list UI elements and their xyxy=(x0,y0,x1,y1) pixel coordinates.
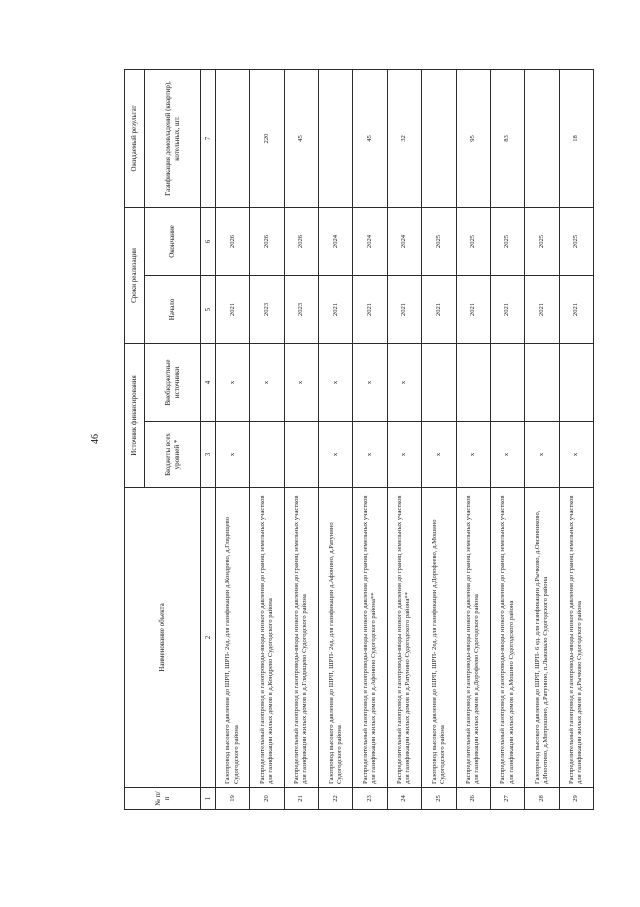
table-row xyxy=(490,69,524,809)
expected-result: 32 xyxy=(387,69,421,207)
end-year: 2025 xyxy=(525,207,559,275)
object-name: Газопровод высокого давления до ШРП, ШРП- 2ед. для газификации д.Афонино, д.Ратунино Судогодского района xyxy=(319,488,353,788)
start-year: 2021 xyxy=(216,275,250,343)
table-row xyxy=(559,69,593,809)
object-name: Газопровод высокого давления до ШРП, ШРП- 2ед. для газификации д.Дорофеево, д.Мошино Судогодского района xyxy=(422,488,456,788)
extrabudget-mark: x xyxy=(319,343,353,421)
expected-result xyxy=(216,69,250,207)
budget-mark: x xyxy=(490,422,524,488)
budget-mark: x xyxy=(353,422,387,488)
table-row xyxy=(387,69,421,809)
header-end: Окончание xyxy=(145,207,201,275)
rotated-table-container xyxy=(124,70,594,810)
start-year: 2021 xyxy=(456,275,490,343)
table-row xyxy=(353,69,387,809)
budget-mark: x xyxy=(422,422,456,488)
end-year: 2024 xyxy=(387,207,421,275)
row-number: 26 xyxy=(456,788,490,810)
row-number: 23 xyxy=(353,788,387,810)
budget-mark: x xyxy=(387,422,421,488)
header-terms: Сроки реализации xyxy=(125,207,145,343)
header-extrabudget: Внебюджетные источники xyxy=(145,343,201,421)
start-year: 2021 xyxy=(490,275,524,343)
header-budgets: Бюджеты всех уровней * xyxy=(145,422,201,488)
table-row xyxy=(319,69,353,809)
start-year: 2023 xyxy=(250,275,284,343)
object-name: Распределительный газопровод и газопроводы-вводы низкого давления до границ земельных участков для газификации жилых домов в д.Ратунино Судогодского района** xyxy=(387,488,421,788)
end-year: 2024 xyxy=(319,207,353,275)
page-number: 46 xyxy=(90,434,101,444)
end-year: 2024 xyxy=(353,207,387,275)
row-number: 19 xyxy=(216,788,250,810)
table-row xyxy=(216,69,250,809)
end-year: 2025 xyxy=(559,207,593,275)
budget-mark: x xyxy=(319,422,353,488)
extrabudget-mark: x xyxy=(387,343,421,421)
table-row xyxy=(456,69,490,809)
extrabudget-mark: x xyxy=(284,343,318,421)
object-name: Распределительный газопровод и газопроводы-вводы низкого давления до границ земельных участков для газификации жилых домов в д.Глядищево Судогодского района xyxy=(284,488,318,788)
row-number: 25 xyxy=(422,788,456,810)
extrabudget-mark: x xyxy=(216,343,250,421)
col-number: 2 xyxy=(201,488,216,788)
table-header xyxy=(125,69,216,809)
header-no: № п/п xyxy=(125,788,201,810)
header-start: Начало xyxy=(145,275,201,343)
end-year: 2025 xyxy=(456,207,490,275)
header-financing: Источник финансирования xyxy=(125,343,145,487)
object-name: Газопровод высокого давления до ШРП, ШРП- 2ед. для газификации д.Кондрево, д.Глядищево Судогодского района xyxy=(216,488,250,788)
row-number: 22 xyxy=(319,788,353,810)
header-result: Газификация домовладений (квартир), котельных, шт. xyxy=(145,69,201,207)
col-number: 1 xyxy=(201,788,216,810)
expected-result xyxy=(319,69,353,207)
table-row xyxy=(422,69,456,809)
end-year: 2026 xyxy=(216,207,250,275)
row-number: 27 xyxy=(490,788,524,810)
expected-result xyxy=(422,69,456,207)
budget-mark: x xyxy=(559,422,593,488)
col-number: 5 xyxy=(201,275,216,343)
start-year: 2021 xyxy=(353,275,387,343)
end-year: 2025 xyxy=(422,207,456,275)
row-number: 21 xyxy=(284,788,318,810)
expected-result xyxy=(525,69,559,207)
expected-result: 95 xyxy=(456,69,490,207)
start-year: 2021 xyxy=(387,275,421,343)
table-row xyxy=(525,69,559,809)
start-year: 2021 xyxy=(319,275,353,343)
expected-result: 220 xyxy=(250,69,284,207)
gasification-table xyxy=(124,69,594,810)
table-row xyxy=(250,69,284,809)
col-number: 3 xyxy=(201,422,216,488)
col-number: 6 xyxy=(201,207,216,275)
row-number: 20 xyxy=(250,788,284,810)
expected-result: 45 xyxy=(353,69,387,207)
extrabudget-mark xyxy=(490,343,524,421)
row-number: 28 xyxy=(525,788,559,810)
header-name: Наименование объекта xyxy=(125,488,201,788)
object-name: Распределительный газопровод и газопроводы-вводы низкого давления до границ земельных участков для газификации жилых домов в д.Мошино Судогодского района xyxy=(490,488,524,788)
object-name: Распределительный газопровод и газопроводы-вводы низкого давления до границ земельных участков для газификации жилых домов в д.Афонино Судогодского района** xyxy=(353,488,387,788)
column-numbers-row xyxy=(201,69,216,809)
start-year: 2021 xyxy=(525,275,559,343)
table-row xyxy=(284,69,318,809)
end-year: 2026 xyxy=(284,207,318,275)
end-year: 2026 xyxy=(250,207,284,275)
budget-mark xyxy=(284,422,318,488)
col-number: 7 xyxy=(201,69,216,207)
extrabudget-mark: x xyxy=(250,343,284,421)
budget-mark: x xyxy=(525,422,559,488)
object-name: Распределительный газопровод и газопроводы-вводы низкого давления до границ земельных участков для газификации жилых домов в д.Рычково Судогодского района xyxy=(559,488,593,788)
table-body xyxy=(216,69,594,809)
expected-result: 83 xyxy=(490,69,524,207)
object-name: Распределительный газопровод и газопроводы-вводы низкого давления до границ земельных участков для газификации жилых домов в д.Дорофеево Судогодского района xyxy=(456,488,490,788)
extrabudget-mark xyxy=(422,343,456,421)
start-year: 2021 xyxy=(559,275,593,343)
object-name: Газопровод высокого давления до ШРП, ШРП- 6 ед. для газификации д.Рычково, д.Овсянниково, д.Иноотино, д.Митрошино, д.Ратунино, п.Лыковало Судогодского района xyxy=(525,488,559,788)
object-name: Распределительный газопровод и газопроводы-вводы низкого давления до границ земельных участков для газификации жилых домов в д.Кондрево Судогодского района xyxy=(250,488,284,788)
budget-mark: x xyxy=(456,422,490,488)
expected-result: 45 xyxy=(284,69,318,207)
row-number: 29 xyxy=(559,788,593,810)
extrabudget-mark: x xyxy=(353,343,387,421)
budget-mark: x xyxy=(216,422,250,488)
extrabudget-mark xyxy=(559,343,593,421)
row-number: 24 xyxy=(387,788,421,810)
start-year: 2021 xyxy=(422,275,456,343)
budget-mark xyxy=(250,422,284,488)
start-year: 2023 xyxy=(284,275,318,343)
end-year: 2025 xyxy=(490,207,524,275)
col-number: 4 xyxy=(201,343,216,421)
expected-result: 18 xyxy=(559,69,593,207)
header-result-group: Ожидаемый результат xyxy=(125,69,145,207)
extrabudget-mark xyxy=(456,343,490,421)
extrabudget-mark xyxy=(525,343,559,421)
